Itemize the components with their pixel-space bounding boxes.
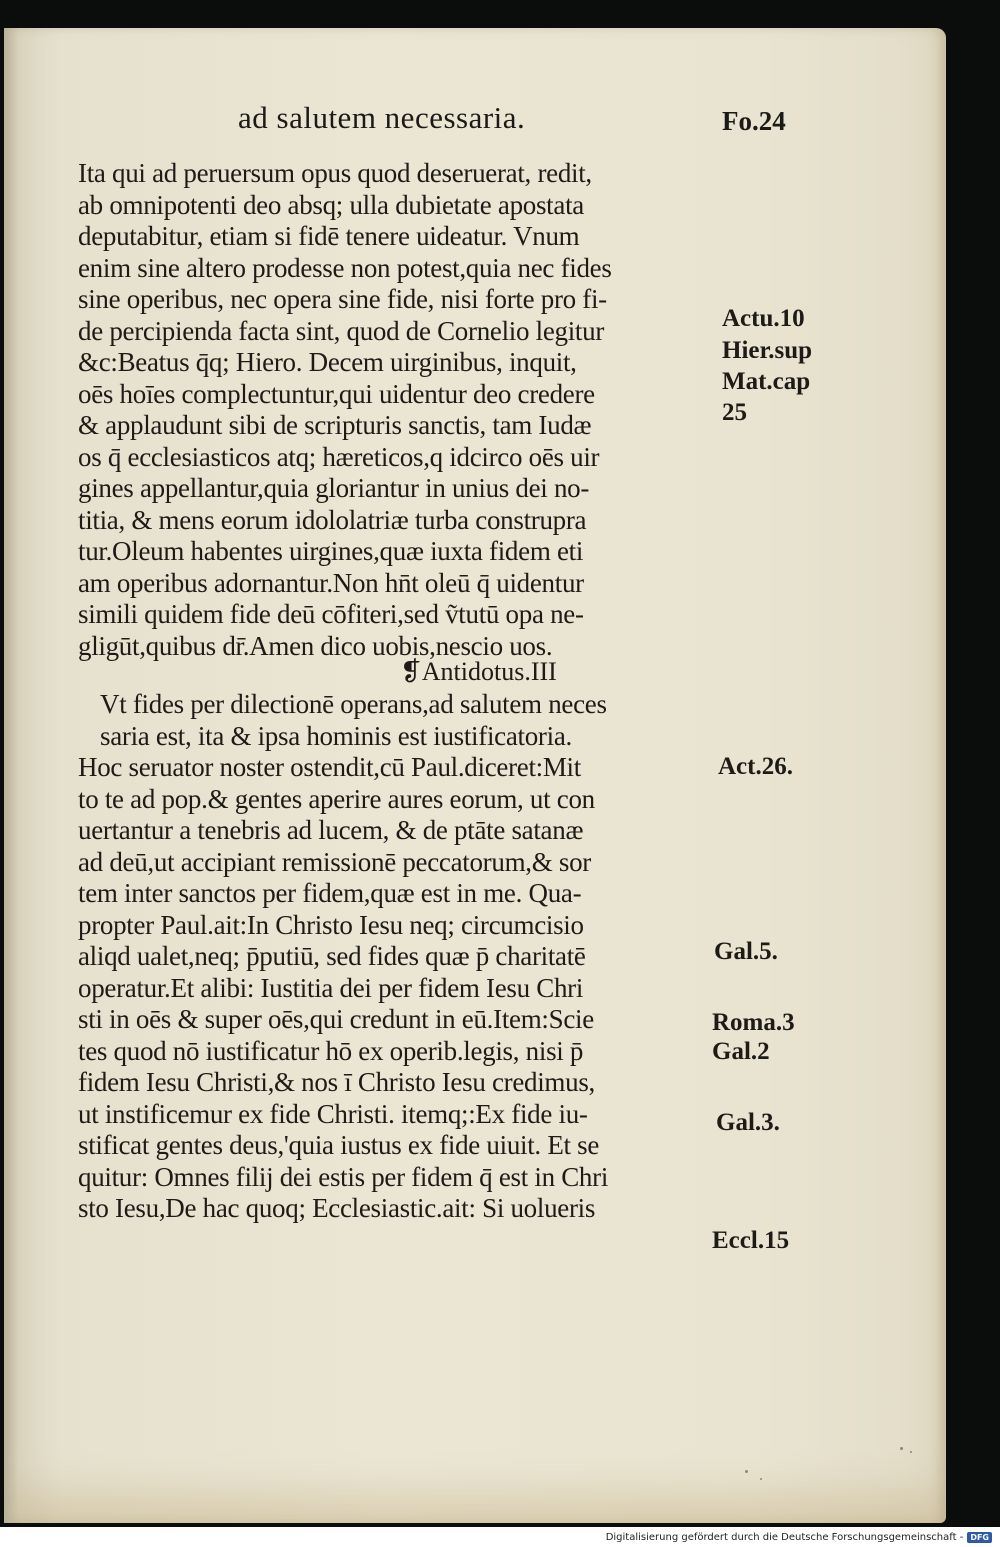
text-line: titia, & mens eorum idololatriæ turba construpra (78, 504, 587, 535)
text-line: gines appellantur,quia gloriantur in unius dei no- (78, 473, 590, 503)
text-line: os q̄ ecclesiasticos atq; hæreticos,q idcirco oēs uir (78, 441, 600, 472)
folio-number: Fo.24 (722, 106, 786, 136)
text-line: aliqd ualet,neq; p̄putiū, sed fides quæ p̄ charitatē (78, 941, 586, 971)
text-line: am operibus adornantur.Non hn̄t oleū q̄ uidentur (78, 567, 584, 598)
text-line: deputabitur, etiam si fidē tenere uideatur. Vnum (78, 221, 580, 251)
text-line: Vt fides per dilectionē operans,ad salutem neces (100, 689, 607, 719)
text-line: ad deū,ut accipiant remissionē peccatorum,& sor (78, 846, 591, 877)
section-heading: ❡Antidotus.III (400, 657, 557, 686)
text-line: &c:Beatus q̄q; Hiero. Decem uirginibus, inquit, (78, 347, 577, 377)
text-line: oēs hoīes complectuntur,qui uidentur deo credere (78, 378, 595, 409)
paper-speck (910, 1451, 912, 1453)
margin-note: Act.26. (718, 753, 793, 780)
text-line: de percipienda facta sint, quod de Cornelio legitur (78, 315, 605, 346)
text-line: tur.Oleum habentes uirgines,quæ iuxta fidem eti (78, 536, 584, 566)
text-line: & applaudunt sibi de scripturis sanctis, tam Iudæ (78, 410, 592, 440)
margin-note: Roma.3 (712, 1009, 795, 1036)
margin-note: Actu.10 (722, 305, 805, 332)
text-line: to te ad pop.& gentes aperire aures eorum, ut con (78, 783, 595, 814)
margin-note: Gal.3. (716, 1109, 780, 1136)
page-spine-shadow (4, 28, 18, 1523)
text-line: uertantur a tenebris ad lucem, & de ptāte satanæ (78, 815, 584, 845)
paper-speck (760, 1478, 762, 1480)
margin-note: Eccl.15 (712, 1227, 790, 1254)
text-line: sto Iesu,De hac quoq; Ecclesiastic.ait: Si uolueris (78, 1193, 596, 1223)
text-line: Hoc seruator noster ostendit,cū Paul.diceret:Mit (78, 752, 581, 782)
dfg-logo: DFG (967, 1532, 992, 1543)
text-block-1 (78, 158, 714, 662)
text-line: Ita qui ad peruersum opus quod deseruerat, redit, (78, 158, 592, 188)
text-line: ab omnipotenti deo absq; ulla dubietate apostata (78, 189, 584, 220)
text-line: operatur.Et alibi: Iustitia dei per fidem Iesu Chri (78, 972, 584, 1003)
margin-note: 25 (722, 399, 747, 426)
text-line: quitur: Omnes filij dei estis per fidem q̄ est in Chri (78, 1161, 609, 1192)
text-line: ut instificemur ex fide Christi. itemq;:Ex fide iu- (78, 1098, 588, 1129)
text-line: tem inter sanctos per fidem,quæ est in me. Qua- (78, 878, 582, 908)
running-head: ad salutem necessaria. (238, 100, 526, 135)
text-line: gligūt,quibus dr̄.Amen dico uobis,nescio uos. (78, 630, 553, 661)
text-line: sine operibus, nec opera sine fide, nisi forte pro fi- (78, 284, 607, 314)
margin-note: Mat.cap (722, 368, 811, 395)
footer-text: Digitalisierung gefördert durch die Deutsche Forschungsgemeinschaft - (605, 1532, 964, 1543)
text-line: stificat gentes deus,'quia iustus ex fide uiuit. Et se (78, 1130, 600, 1160)
margin-note: Gal.5. (714, 938, 778, 965)
margin-note: Hier.sup (722, 337, 813, 364)
margin-note: Gal.2 (712, 1038, 770, 1065)
paper-speck (745, 1470, 748, 1473)
text-block-2 (78, 689, 714, 1225)
text-line: enim sine altero prodesse non potest,quia nec fides (78, 252, 612, 283)
text-line: simili quidem fide deū cōfiteri,sed ṽtutū opa ne- (78, 599, 584, 629)
text-line: fidem Iesu Christi,& nos ī Christo Iesu credimus, (78, 1067, 595, 1097)
text-line: saria est, ita & ipsa hominis est iustificatoria. (100, 720, 572, 751)
text-line: tes quod nō iustificatur hō ex operib.legis, nisi p̄ (78, 1035, 584, 1066)
digitization-footer (606, 1532, 992, 1543)
text-line: sti in oēs & super oēs,qui credunt in eū.Item:Scie (78, 1004, 594, 1034)
text-line: propter Paul.ait:In Christo Iesu neq; circumcisio (78, 909, 584, 940)
paper-speck (900, 1447, 903, 1450)
